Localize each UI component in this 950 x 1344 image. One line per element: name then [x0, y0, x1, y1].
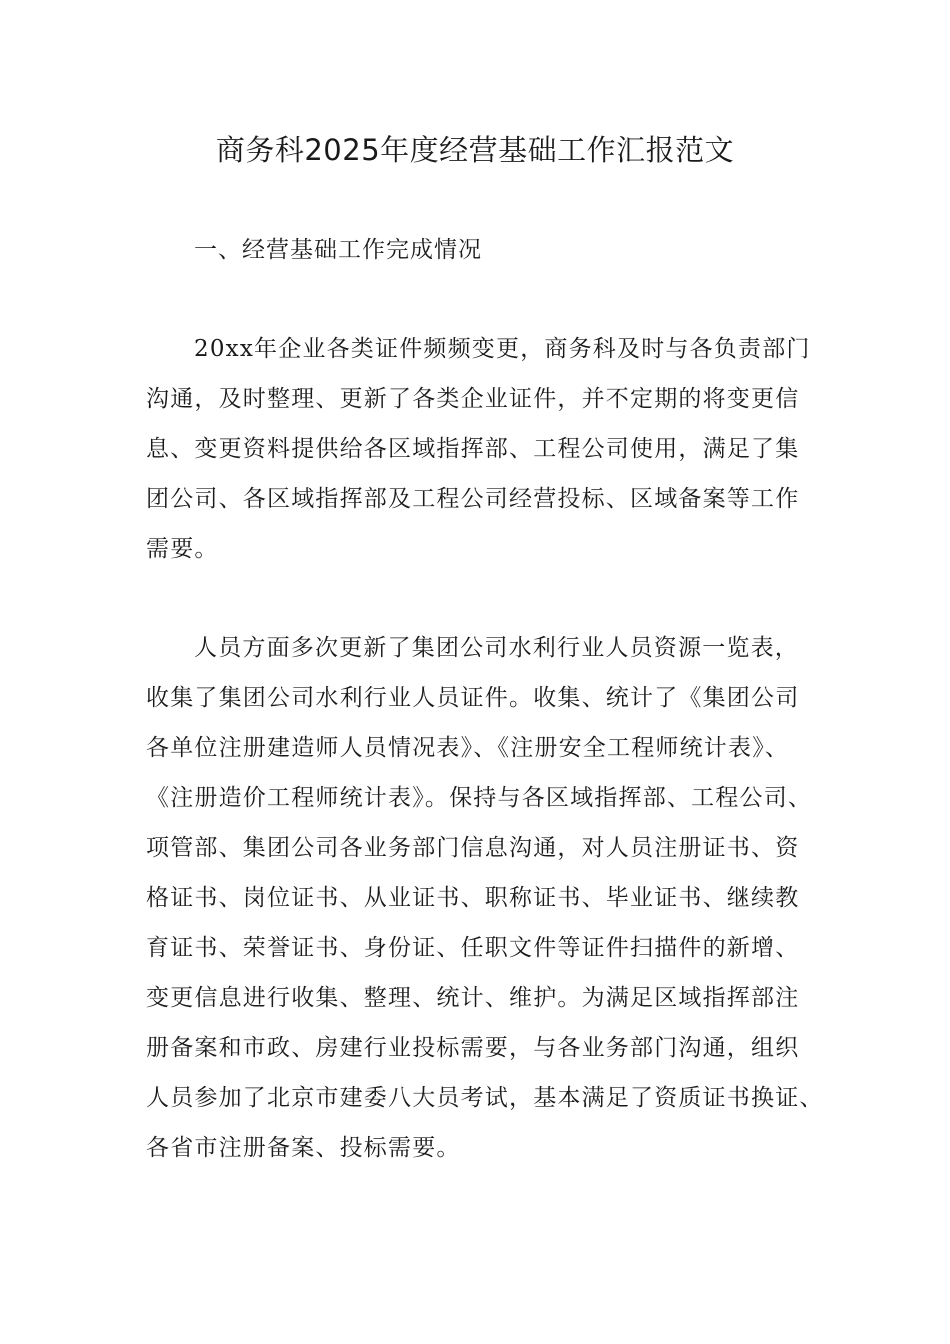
document-title: 商务科2025年度经营基础工作汇报范文	[215, 133, 735, 167]
paragraph-line: 人员参加了北京市建委八大员考试，基本满足了资质证书换证、	[146, 1085, 824, 1111]
paragraph-line: 册备案和市政、房建行业投标需要，与各业务部门沟通，组织	[146, 1035, 800, 1061]
paragraph-line: 各单位注册建造师人员情况表》、《注册安全工程师统计表》、	[146, 735, 790, 761]
paragraph-line: 需要。	[146, 536, 219, 562]
paragraph-line: 变更信息进行收集、整理、统计、维护。为满足区域指挥部注	[146, 985, 800, 1011]
paragraph-line: 《注册造价工程师统计表》。保持与各区域指挥部、工程公司、	[146, 785, 813, 811]
paragraph-line: 团公司、各区域指挥部及工程公司经营投标、区域备案等工作	[146, 486, 800, 512]
paragraph-line: 息、变更资料提供给各区域指挥部、工程公司使用，满足了集	[146, 436, 800, 462]
paragraph-certificates	[146, 324, 816, 574]
paragraph-line: 收集了集团公司水利行业人员证件。收集、统计了《集团公司	[146, 685, 800, 711]
paragraph-line: 人员方面多次更新了集团公司水利行业人员资源一览表，	[194, 635, 799, 661]
paragraph-line: 育证书、荣誉证书、身份证、任职文件等证件扫描件的新增、	[146, 935, 800, 961]
paragraph-line: 沟通，及时整理、更新了各类企业证件，并不定期的将变更信	[146, 386, 800, 412]
paragraph-line: 20xx年企业各类证件频频变更，商务科及时与各负责部门	[194, 336, 811, 362]
paragraph-personnel	[146, 623, 824, 1173]
paragraph-line: 项管部、集团公司各业务部门信息沟通，对人员注册证书、资	[146, 835, 800, 861]
paragraph-line: 格证书、岗位证书、从业证书、职称证书、毕业证书、继续教	[146, 885, 800, 911]
paragraph-line: 各省市注册备案、投标需要。	[146, 1135, 461, 1161]
section-heading: 一、经营基础工作完成情况	[194, 237, 482, 263]
